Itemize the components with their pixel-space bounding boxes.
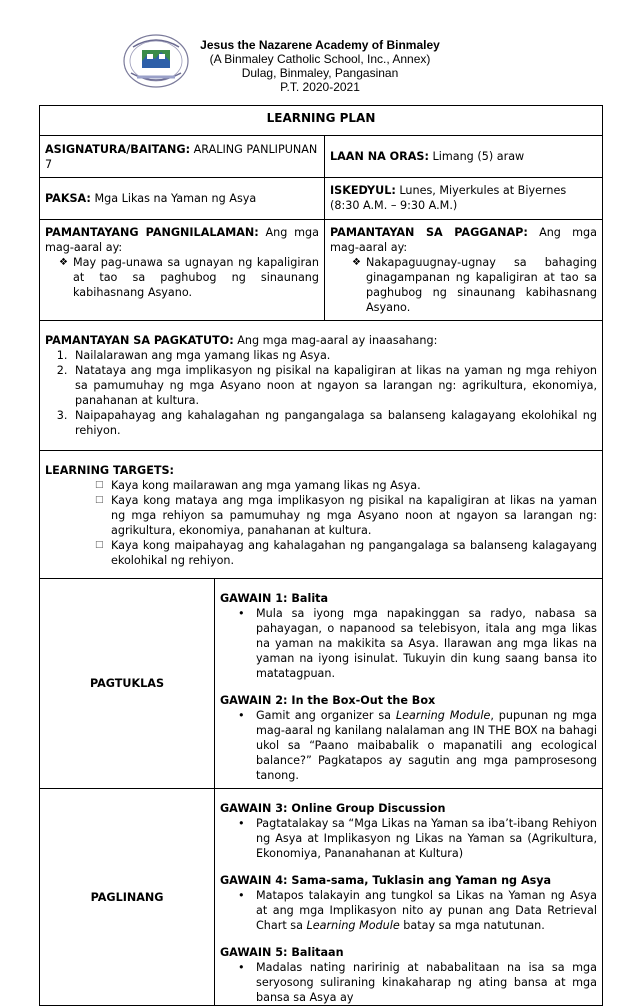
iskedyul-cell: [325, 178, 603, 220]
school-year: P.T. 2020-2021: [280, 80, 360, 94]
gawain-4-text: • Matapos talakayin ang tungkol sa Likas na Yaman ng Asya at ang mga Implikasyon nito ay punan ang Data Retrieval Chart sa Learning Module batay sa mga natutunan.: [234, 888, 597, 933]
gawain-3-title: GAWAIN 3: Online Group Discussion: [220, 802, 446, 815]
asignatura-cell: [40, 136, 325, 178]
pagkatuto-item: 2. Natataya ang mga implikasyon ng pisikal na kapaligiran at likas na yaman ng mga rehiyon sa pamumuhay ng mga Asyano noon at ngayon sa larangan ng: agrikultura, ekonomiya, panahanan at kultura.: [71, 363, 597, 408]
iskedyul-value: Lunes, Miyerkules at Biyernes (8:30 A.M. – 9:30 A.M.): [330, 184, 567, 212]
pagganap-item: ❖ Nakapaguugnay-ugnay sa bahaging ginagampanan ng kapaligiran at tao sa paghubog ng sinaunang kabihasnang Asyano.: [352, 255, 597, 315]
school-affiliation: (A Binmaley Catholic School, Inc., Annex): [209, 52, 431, 66]
iskedyul-label: ISKEDYUL:: [330, 184, 396, 197]
laan-na-oras-value: Limang (5) araw: [432, 150, 525, 163]
asignatura-value: ARALING PANLIPUNAN 7: [45, 142, 318, 171]
asignatura-label: ASIGNATURA/BAITANG:: [45, 142, 191, 156]
school-name: Jesus the Nazarene Academy of Binmaley: [200, 38, 440, 52]
pagkatuto-label: PAMANTAYAN SA PAGKATUTO:: [45, 334, 234, 347]
laan-na-oras-label: LAAN NA ORAS:: [330, 150, 429, 163]
pangnilalaman-item: ❖ May pag-unawa sa ugnayan ng kapaligiran at tao sa paghubog ng sinaunang kabihasnang Asyano.: [59, 255, 319, 300]
gawain-1-text: • Mula sa iyong mga napakinggan sa radyo, nabasa sa pahayagan, o napanood sa telebisyon, itala ang mga likas na yaman na makikita sa Asya. Ilarawan ang mga likas na yaman na iyong isinulat. Tukuyin din kung saang bansa ito matatagpuan.: [234, 606, 597, 681]
gawain-2-text: • Gamit ang organizer sa Learning Module, pupunan ng mga mag-aaral ng kanilang nalalaman ang IN THE BOX na bahagi ukol sa “Paano maibabalik o mapanatili ang ecological balance?” Pagkatapos ay sagutin ang mga pamprosesong tanong.: [234, 708, 597, 783]
gawain-1-title: GAWAIN 1: Balita: [220, 592, 329, 605]
gawain-2-title: GAWAIN 2: In the Box-Out the Box: [220, 694, 436, 707]
gawain-4-title: GAWAIN 4: Sama-sama, Tuklasin ang Yaman ng Asya: [220, 874, 552, 887]
laan-na-oras-cell: [325, 136, 603, 178]
learning-target-item: □ Kaya kong maipahayag ang kahalagahan ng pangangalaga sa balanseng kalagayang ekolohikal ng rehiyon.: [95, 538, 597, 568]
pagkatuto-item: 3. Naipapahayag ang kahalagahan ng pangangalaga sa balanseng kalagayang ekolohikal ng rehiyon.: [71, 408, 597, 438]
pagtuklas-content: [215, 579, 603, 789]
learning-targets-label: LEARNING TARGETS:: [45, 464, 175, 477]
gawain-5-text: • Madalas nating naririnig at nababalitaan na isa sa mga seryosong suliraning kinakaharap ng ating bansa at mga bansa sa Asya ay: [234, 960, 597, 1005]
paksa-value: Mga Likas na Yaman ng Asya: [94, 192, 257, 205]
learning-target-item: □ Kaya kong mailarawan ang mga yamang likas ng Asya.: [95, 478, 597, 493]
document-header: [0, 28, 638, 98]
pagganap-intro: Ang mga mag-aaral ay:: [330, 226, 598, 254]
pagkatuto-intro: Ang mga mag-aaral ay inaasahang:: [237, 334, 438, 347]
learning-plan-title: LEARNING PLAN: [40, 106, 603, 136]
pagganap-label: PAMANTAYAN SA PAGGANAP:: [330, 226, 528, 239]
pangnilalaman-label: PAMANTAYANG PANGNILALAMAN:: [45, 226, 259, 239]
pagganap-cell: [325, 220, 603, 321]
school-address: Dulag, Binmaley, Pangasinan: [241, 66, 399, 80]
paglinang-label: PAGLINANG: [40, 789, 215, 1006]
paglinang-content: [215, 789, 603, 1006]
school-seal-logo: [121, 33, 191, 89]
gawain-3-text: • Pagtatalakay sa “Mga Likas na Yaman sa iba’t-ibang Rehiyon ng Asya at Implikasyon ng Likas na Yaman sa (Agrikultura, Ekonomiya, Pananahanan at Kultura): [234, 816, 597, 861]
pagkatuto-cell: [40, 321, 603, 451]
pagtuklas-label: PAGTUKLAS: [40, 579, 215, 789]
pangnilalaman-intro: Ang mga mag-aaral ay:: [45, 226, 319, 254]
learning-targets-cell: [40, 451, 603, 579]
gawain-5-title: GAWAIN 5: Balitaan: [220, 946, 344, 959]
paksa-cell: [40, 178, 325, 220]
paksa-label: PAKSA:: [45, 192, 91, 205]
learning-plan-table: [39, 105, 603, 1006]
learning-target-item: □ Kaya kong mataya ang mga implikasyon ng pisikal na kapaligiran at likas na yaman ng mga rehiyon sa pamumuhay ng mga Asyano noon at ngayon sa larangan ng: agrikultura, ekonomiya, panahanan at kultura.: [95, 493, 597, 538]
pagkatuto-item: 1. Nailalarawan ang mga yamang likas ng Asya.: [71, 348, 597, 363]
pangnilalaman-cell: [40, 220, 325, 321]
